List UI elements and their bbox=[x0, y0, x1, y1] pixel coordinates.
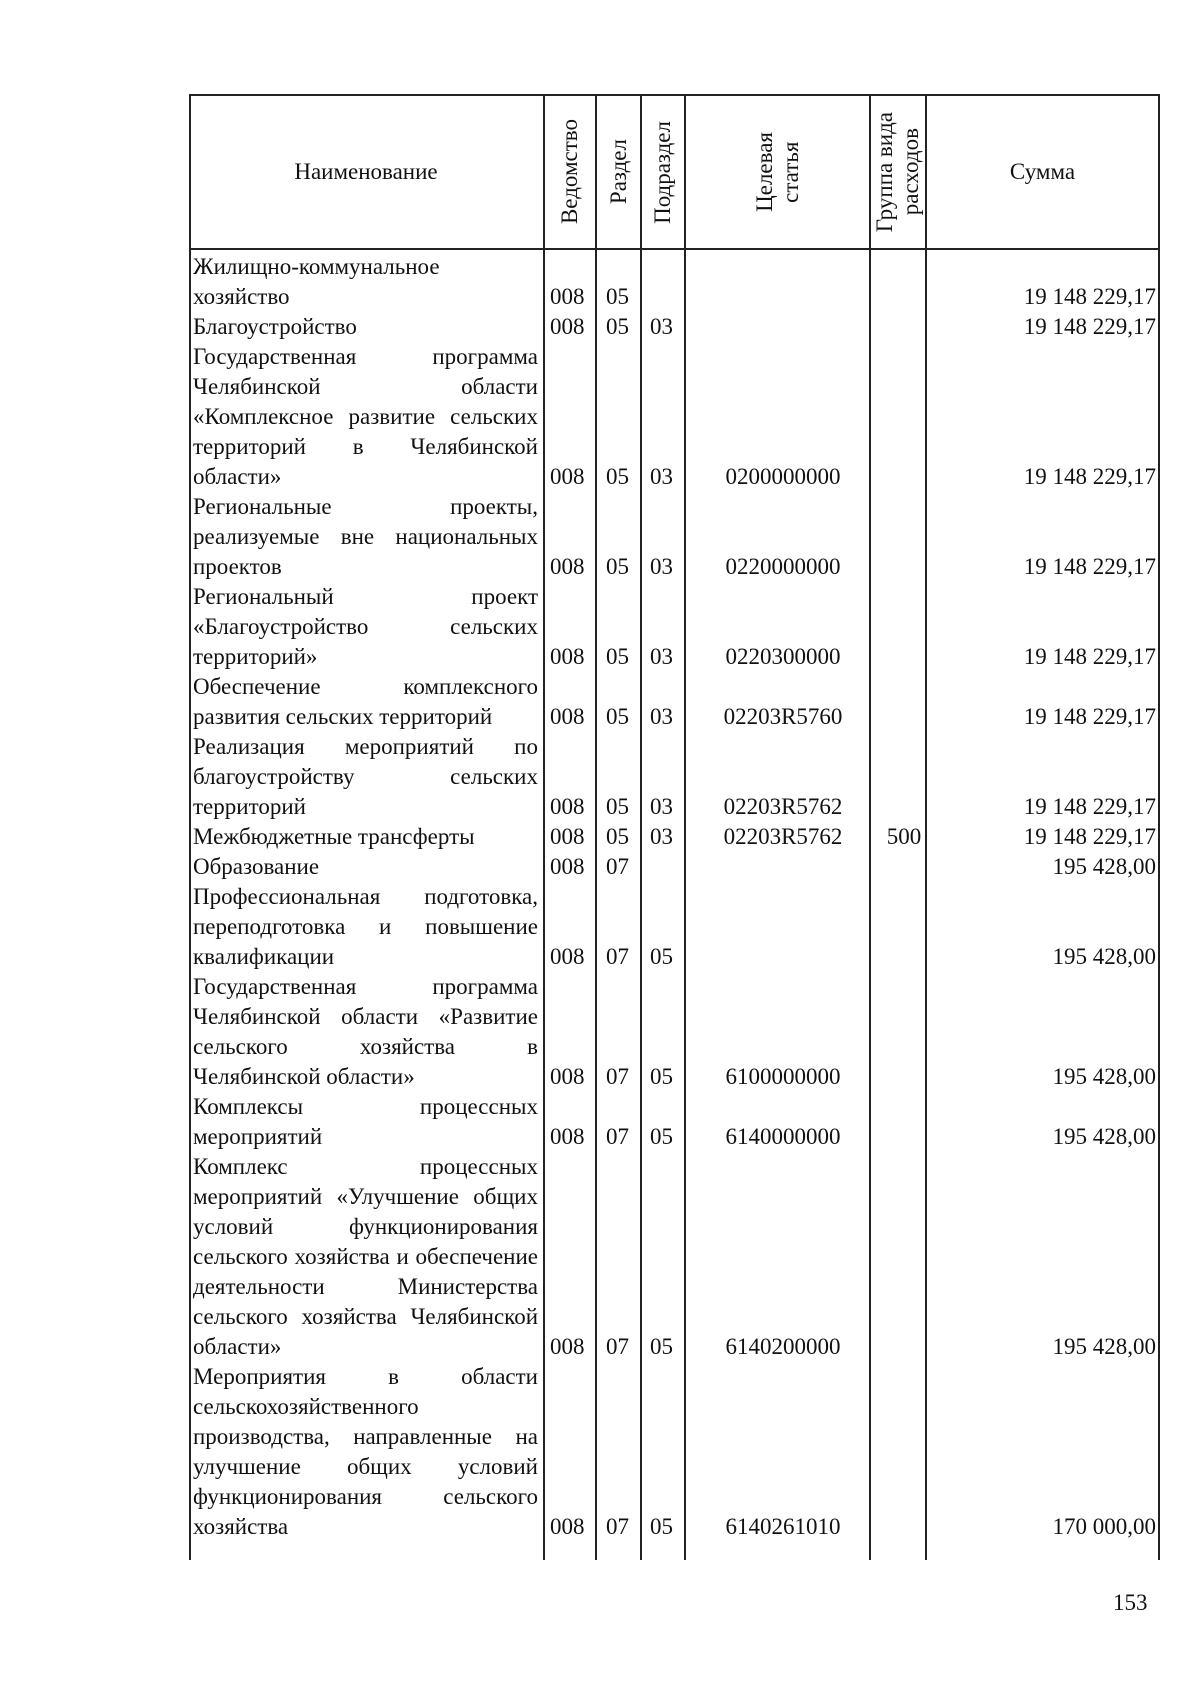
row-summa: 195 428,00 bbox=[1052, 1334, 1156, 1359]
table-row bbox=[189, 582, 1160, 672]
row-vedomstvo: 008 bbox=[550, 1124, 585, 1149]
row-podrazdel: 05 bbox=[650, 1514, 673, 1539]
row-celevaya: 6140200000 bbox=[725, 1334, 841, 1359]
header-celevaya: Целевая статья bbox=[751, 132, 803, 212]
row-vedomstvo: 008 bbox=[550, 944, 585, 969]
table-row bbox=[189, 882, 1160, 972]
row-summa: 195 428,00 bbox=[1052, 944, 1156, 969]
table-row bbox=[189, 1152, 1160, 1362]
row-celevaya: 6140261010 bbox=[725, 1514, 841, 1539]
row-razdel: 05 bbox=[606, 824, 629, 849]
row-podrazdel: 05 bbox=[650, 944, 673, 969]
header-vedomstvo: Ведомство bbox=[557, 119, 582, 225]
table-row bbox=[189, 852, 1160, 882]
row-podrazdel: 05 bbox=[650, 1124, 673, 1149]
row-name: Региональный проект «Благоустройство сельских территорий» bbox=[193, 584, 538, 669]
header-vedomstvo-cell bbox=[545, 96, 595, 248]
row-summa: 195 428,00 bbox=[1052, 854, 1156, 879]
table-row bbox=[189, 342, 1160, 492]
row-summa: 19 148 229,17 bbox=[1023, 644, 1156, 669]
table-row bbox=[189, 492, 1160, 582]
row-name: Реализация мероприятий по благоустройству сельских территорий bbox=[193, 734, 538, 819]
header-podrazdel-cell bbox=[642, 96, 684, 248]
row-vedomstvo: 008 bbox=[550, 1334, 585, 1359]
row-summa: 195 428,00 bbox=[1052, 1124, 1156, 1149]
row-podrazdel: 03 bbox=[650, 794, 673, 819]
row-celevaya: 02203R5762 bbox=[723, 794, 843, 819]
row-name: Мероприятия в области сельскохозяйственного производства, направленные на улучшение общих условий функционирования сельского хозяйства bbox=[193, 1364, 538, 1539]
row-summa: 19 148 229,17 bbox=[1023, 794, 1156, 819]
row-podrazdel: 03 bbox=[650, 824, 673, 849]
row-vedomstvo: 008 bbox=[550, 644, 585, 669]
row-name: Комплексы процессных мероприятий bbox=[193, 1094, 538, 1149]
table-header bbox=[189, 94, 1160, 250]
row-razdel: 05 bbox=[606, 704, 629, 729]
row-razdel: 05 bbox=[606, 284, 629, 309]
row-name: Межбюджетные трансферты bbox=[193, 824, 475, 849]
header-razdel-cell bbox=[597, 96, 640, 248]
row-razdel: 05 bbox=[606, 314, 629, 339]
row-vedomstvo: 008 bbox=[550, 704, 585, 729]
row-vedomstvo: 008 bbox=[550, 554, 585, 579]
row-podrazdel: 03 bbox=[650, 704, 673, 729]
row-razdel: 05 bbox=[606, 644, 629, 669]
row-name: Образование bbox=[193, 854, 320, 879]
header-celevaya-cell bbox=[686, 96, 869, 248]
row-name: Комплекс процессных мероприятий «Улучшение общих условий функционирования сельского хозяйства и обеспечение деятельности Министерства сельского хозяйства Челябинской области» bbox=[193, 1154, 538, 1359]
row-celevaya: 02203R5760 bbox=[723, 704, 843, 729]
row-celevaya: 0220300000 bbox=[725, 644, 841, 669]
row-summa: 170 000,00 bbox=[1052, 1514, 1156, 1539]
row-podrazdel: 03 bbox=[650, 314, 673, 339]
row-summa: 19 148 229,17 bbox=[1023, 554, 1156, 579]
row-vedomstvo: 008 bbox=[550, 1064, 585, 1089]
header-gruppa-cell bbox=[871, 96, 925, 248]
row-podrazdel: 03 bbox=[650, 464, 673, 489]
row-summa: 19 148 229,17 bbox=[1023, 284, 1156, 309]
table-row bbox=[189, 732, 1160, 822]
row-razdel: 05 bbox=[606, 794, 629, 819]
table-row bbox=[189, 672, 1160, 732]
header-gruppa: Группа вида расходов bbox=[872, 111, 923, 233]
header-razdel: Раздел bbox=[605, 139, 631, 205]
row-vedomstvo: 008 bbox=[550, 284, 585, 309]
row-vedomstvo: 008 bbox=[550, 1514, 585, 1539]
row-vedomstvo: 008 bbox=[550, 824, 585, 849]
table-row bbox=[189, 972, 1160, 1092]
row-razdel: 07 bbox=[606, 854, 629, 879]
row-celevaya: 0200000000 bbox=[725, 464, 841, 489]
row-razdel: 07 bbox=[606, 1334, 629, 1359]
table-row bbox=[189, 1362, 1160, 1542]
row-name: Благоустройство bbox=[193, 314, 357, 339]
row-name: Профессиональная подготовка, переподготовка и повышение квалификации bbox=[193, 884, 538, 969]
row-celevaya: 02203R5762 bbox=[723, 824, 843, 849]
row-podrazdel: 03 bbox=[650, 554, 673, 579]
row-razdel: 07 bbox=[606, 1124, 629, 1149]
row-name: Обеспечение комплексного развития сельских территорий bbox=[193, 674, 538, 729]
row-razdel: 07 bbox=[606, 1064, 629, 1089]
row-vedomstvo: 008 bbox=[550, 794, 585, 819]
row-razdel: 07 bbox=[606, 1514, 629, 1539]
row-vedomstvo: 008 bbox=[550, 464, 585, 489]
row-razdel: 05 bbox=[606, 554, 629, 579]
row-podrazdel: 05 bbox=[650, 1064, 673, 1089]
row-razdel: 05 bbox=[606, 464, 629, 489]
header-summa: Сумма bbox=[1009, 159, 1076, 184]
row-podrazdel: 05 bbox=[650, 1334, 673, 1359]
table-row bbox=[189, 312, 1160, 342]
row-name: Региональные проекты, реализуемые вне национальных проектов bbox=[193, 494, 538, 579]
header-podrazdel: Подраздел bbox=[650, 120, 675, 224]
table-row bbox=[189, 1092, 1160, 1152]
row-gruppa: 500 bbox=[886, 824, 922, 849]
row-razdel: 07 bbox=[606, 944, 629, 969]
row-podrazdel: 03 bbox=[650, 644, 673, 669]
row-name: Жилищно-коммунальное хозяйство bbox=[193, 254, 440, 309]
row-summa: 195 428,00 bbox=[1052, 1064, 1156, 1089]
row-summa: 19 148 229,17 bbox=[1023, 704, 1156, 729]
row-celevaya: 6100000000 bbox=[725, 1064, 841, 1089]
table-row bbox=[189, 822, 1160, 852]
row-celevaya: 6140000000 bbox=[725, 1124, 841, 1149]
row-summa: 19 148 229,17 bbox=[1023, 314, 1156, 339]
budget-table bbox=[189, 94, 1160, 1560]
page-number: 153 bbox=[1113, 1590, 1148, 1615]
row-name: Государственная программа Челябинской области «Комплексное развитие сельских территорий в Челябинской области» bbox=[193, 344, 538, 489]
row-summa: 19 148 229,17 bbox=[1023, 824, 1156, 849]
row-vedomstvo: 008 bbox=[550, 854, 585, 879]
row-celevaya: 0220000000 bbox=[725, 554, 841, 579]
table-row bbox=[189, 252, 1160, 312]
row-name: Государственная программа Челябинской области «Развитие сельского хозяйства в Челябинской области» bbox=[193, 974, 538, 1089]
header-name: Наименование bbox=[294, 159, 438, 184]
row-summa: 19 148 229,17 bbox=[1023, 464, 1156, 489]
row-vedomstvo: 008 bbox=[550, 314, 585, 339]
